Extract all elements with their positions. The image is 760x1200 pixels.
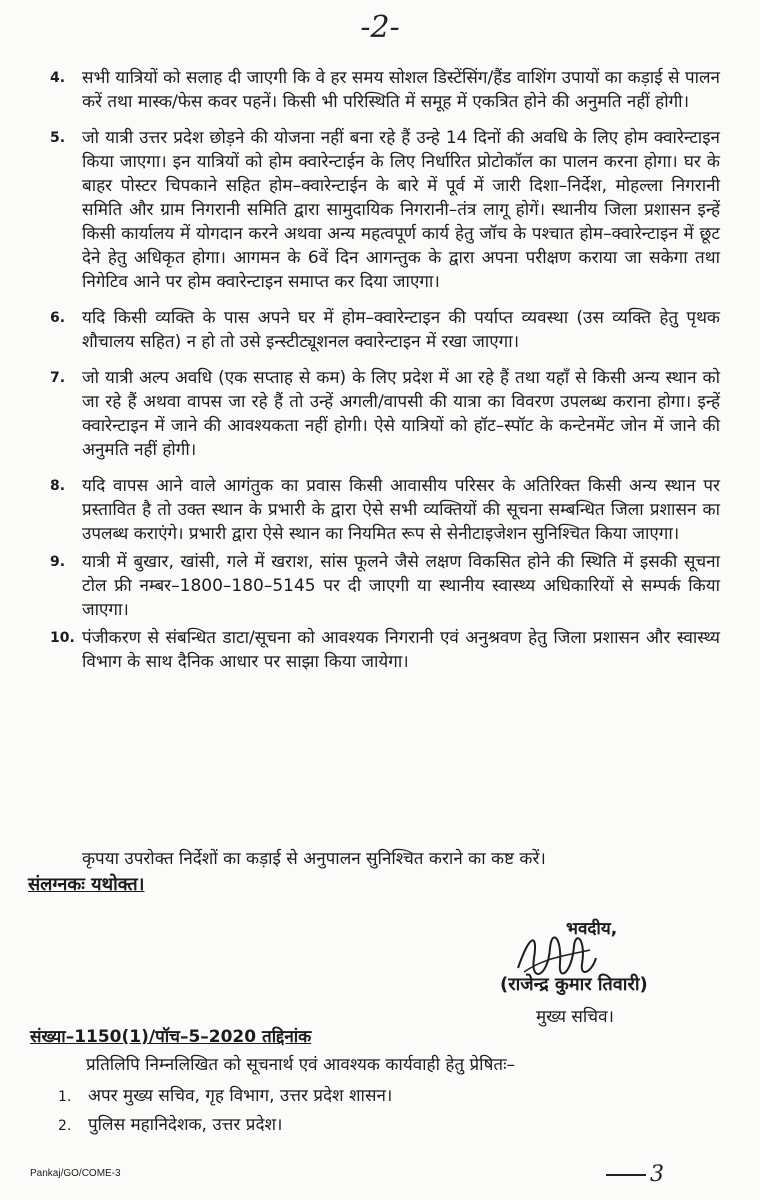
list-item	[50, 66, 720, 114]
item-text: यदि वापस आने वाले आगंतुक का प्रवास किसी आवासीय परिसर के अतिरिक्त किसी अन्य स्थान पर प्रस्तावित है तो उक्त स्थान के प्रभारी के द्वारा ऐसे सभी व्यक्तियों की सूचना सम्बन्धित जिला प्रशासन का उपलब्ध कराएंगे। प्रभारी द्वारा ऐसे स्थान का नियमित रूप से सेनीटाइजेशन सुनिश्चित किया जाएगा।	[82, 476, 720, 544]
item-text: जो यात्री अल्प अवधि (एक सप्ताह से कम) के लिए प्रदेश में आ रहे हैं तथा यहाँ से किसी अन्य स्थान को जा रहे हैं अथवा वापस जा रहे हैं तो उन्हें अगली/वापसी की यात्रा का विवरण उपलब्ध कराना होगा। इन्हें क्वारेन्टाइन में जाने की आवश्यकता नहीं होगी। ऐसे यात्रियों को हॉट–स्पॉट के कन्टेनमेंट जोन में जाने की अनुमति नहीं होगी।	[82, 368, 720, 460]
item-text: यदि किसी व्यक्ति के पास अपने घर में होम–क्वारेन्टाइन की पर्याप्त व्यवस्था (उस व्यक्ति हेतु पृथक शौचालय सहित) न हो तो उसे इन्स्टीट्यूशनल क्वारेन्टाइन में रखा जाएगा।	[82, 308, 720, 352]
copy-number: 2.	[58, 1118, 72, 1134]
item-text: जो यात्री उत्तर प्रदेश छोड़ने की योजना नहीं बना रहे हैं उन्हे 14 दिनों की अवधि के लिए होम क्वारेन्टाइन किया जाएगा। इन यात्रियों को होम क्वारेन्टाईन के लिए निर्धारित प्रोटोकॉल का पालन करना होगा। घर के बाहर पोस्टर चिपकाने सहित होम–क्वारेन्टाईन के बारे में पूर्व में जारी दिशा–निर्देश, मोहल्ला निगरानी समिति और ग्राम निगरानी समिति द्वारा सामुदायिक निगरानी–तंत्र लागू होगें। स्थानीय जिला प्रशासन इन्हें किसी कार्यालय में योगदान करने अथवा अन्य महत्वपूर्ण कार्य हेतु जॉच के पश्चात होम–क्वारेन्टाइन में छूट देने हेतु अधिकृत होगा। आगमन के 6वें दिन आगन्तुक के द्वारा अपना परीक्षण कराया जा सकेगा तथा निगेटिव आने पर होम क्वारेन्टाइन समाप्त कर दिया जाएगा।	[82, 128, 720, 292]
item-text: सभी यात्रियों को सलाह दी जाएगी कि वे हर समय सोशल डिस्टेंसिंग/हैंड वाशिंग उपायों का कड़ाई से पालन करें तथा मास्क/फेस कवर पहनें। किसी भी परिस्थिति में समूह में एकत्रित होने की अनुमति नहीं होगी।	[82, 68, 720, 112]
closing-salutation: भवदीय,	[566, 919, 618, 939]
copy-recipient: अपर मुख्य सचिव, गृह विभाग, उत्तर प्रदेश शासन।	[88, 1086, 393, 1106]
divider	[606, 1174, 646, 1176]
item-number: 4.	[50, 70, 66, 86]
item-number: 10.	[50, 630, 75, 646]
list-item	[50, 306, 720, 354]
directive-list	[50, 66, 720, 678]
item-number: 8.	[50, 478, 66, 494]
item-text: पंजीकरण से संबन्धित डाटा/सूचना को आवश्यक निगरानी एवं अनुश्रवण हेतु जिला प्रशासन और स्वास्थ्य विभाग के साथ दैनिक आधार पर साझा किया जायेगा।	[82, 628, 720, 672]
next-page-indicator	[606, 1162, 664, 1187]
attachment-note: संलग्नकः यथोक्त।	[28, 874, 145, 895]
page-number: -2-	[360, 10, 400, 45]
list-item	[50, 626, 720, 674]
item-text: यात्री में बुखार, खांसी, गले में खराश, सांस फूलने जैसे लक्षण विकसित होने की स्थिति में इसकी सूचना टोल फ्री नम्बर–1800–180–5145 पर दी जाएगी या स्थानीय स्वास्थ्य अधिकारियों से सम्पर्क किया जाएगा।	[82, 552, 720, 620]
list-item	[50, 550, 720, 622]
item-number: 7.	[50, 370, 66, 386]
list-item	[58, 1082, 658, 1111]
footer-file-code: Pankaj/GO/COME-3	[30, 1168, 121, 1179]
copy-number: 1.	[58, 1089, 72, 1105]
copy-recipient: पुलिस महानिदेशक, उत्तर प्रदेश।	[88, 1115, 283, 1135]
next-page-number: 3	[650, 1162, 664, 1187]
list-item	[58, 1111, 658, 1140]
signer-designation: मुख्य सचिव।	[536, 1007, 614, 1027]
item-number: 6.	[50, 310, 66, 326]
copy-intro: प्रतिलिपि निम्नलिखित को सूचनार्थ एवं आवश्यक कार्यवाही हेतु प्रेषितः–	[86, 1055, 516, 1075]
compliance-request: कृपया उपरोक्त निर्देशों का कड़ाई से अनुपालन सुनिश्चित कराने का कष्ट करें।	[82, 849, 546, 869]
reference-number: संख्या–1150(1)/पॉच–5–2020 तद्दिनांक	[30, 1027, 312, 1047]
list-item	[50, 366, 720, 462]
item-number: 9.	[50, 554, 66, 570]
item-number: 5.	[50, 130, 66, 146]
list-item	[50, 474, 720, 546]
signer-name: (राजेन्द्र कुमार तिवारी)	[500, 974, 648, 995]
copy-list	[58, 1082, 658, 1140]
list-item	[50, 126, 720, 294]
